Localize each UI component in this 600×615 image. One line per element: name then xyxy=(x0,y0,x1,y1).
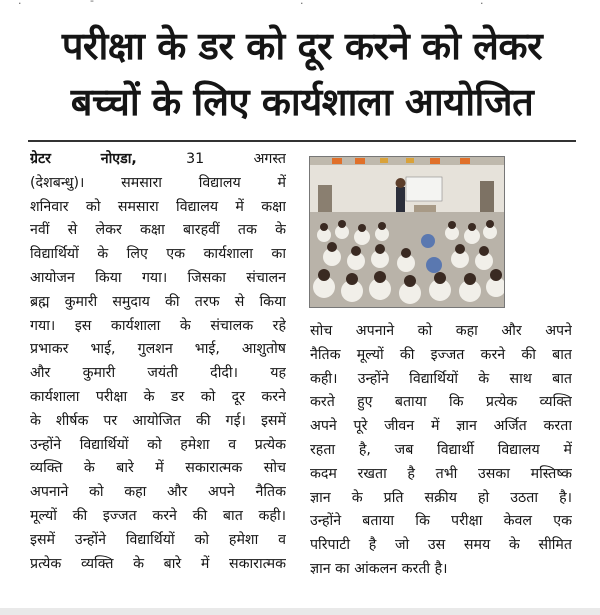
column-1-line: ब्रह्म कुमारी समुदाय की तरफ से किया xyxy=(30,293,286,310)
column-1-line: शनिवार को समसारा विद्यालय में कक्षा xyxy=(30,198,286,215)
headline-line-1: परीक्षा के डर को दूर करने को लेकर xyxy=(61,24,543,68)
column-2-line: ज्ञान के प्रति सक्रीय हो उठता है। xyxy=(310,489,572,506)
column-2-line: परिपाटी है जो उस समय के सीमित xyxy=(310,537,572,554)
column-1-line: उन्होंने विद्यार्थियों को हमेशा व प्रत्येक xyxy=(30,436,286,453)
column-1-line: गया। इस कार्यशाला के संचालक रहे xyxy=(30,317,286,334)
article-column-2 xyxy=(310,320,572,582)
article-column-1 xyxy=(30,148,286,576)
workshop-photo xyxy=(309,156,505,308)
headline-line-2: बच्चों के लिए कार्यशाला आयोजित xyxy=(70,80,534,124)
headline xyxy=(20,18,584,130)
headline-divider xyxy=(28,140,576,142)
column-1-line: (देशबन्धु)। समसारा विद्यालय में xyxy=(30,174,286,191)
column-1-line: प्रत्येक व्यक्ति के बारे में सकारात्मक xyxy=(30,555,286,572)
column-1-line: मूल्यों की इज्जत करने की बात कही। xyxy=(30,507,286,524)
column-2-line: उन्होंने बताया कि परीक्षा केवल एक xyxy=(310,513,572,530)
column-2-line: कदम रखता है तभी उसका मस्तिष्क xyxy=(310,465,572,482)
column-1-line: इसमें उन्होंने विद्यार्थियों को हमेशा व xyxy=(30,531,286,548)
column-2-line: सोच अपनाने को कहा और अपने xyxy=(310,323,572,339)
column-1-line: और कुमारी जयंती दीदी। यह xyxy=(30,365,286,382)
column-2-line: करते हुए बताया कि प्रत्येक व्यक्ति xyxy=(310,394,572,411)
column-1-line: अपनाने को कहा और अपने नैतिक xyxy=(30,484,286,501)
column-2-line: रहता है, जब विद्यार्थी विद्यालय में xyxy=(310,441,572,458)
page-bottom-edge xyxy=(0,608,600,615)
dateline: ग्रेटर नोएडा, xyxy=(30,151,137,167)
column-1-line: व्यक्ति के बारे में सकारात्मक सोच xyxy=(30,460,286,477)
column-1-line: कार्यशाला परीक्षा के डर को दूर करने xyxy=(30,388,286,405)
cropped-top-strip: . - . . xyxy=(18,0,484,7)
column-2-line: नैतिक मूल्यों की इज्जत करने की बात xyxy=(310,346,572,363)
column-1-line: आयोजन किया गया। जिसका संचालन xyxy=(30,269,286,286)
article-date: 31 अगस्त xyxy=(186,151,286,167)
column-2-line: कही। उन्होंने विद्यार्थियों के साथ बात xyxy=(310,370,572,387)
column-1-line: नवीं से लेकर कक्षा बारहवीं तक के xyxy=(30,222,286,239)
column-1-line: के शीर्षक पर आयोजित की गई। इसमें xyxy=(30,412,286,429)
dateline-line xyxy=(30,148,286,172)
column-1-line: विद्यार्थियों के लिए एक कार्यशाला का xyxy=(30,246,286,263)
column-1-line: प्रभाकर भाई, गुलशन भाई, आशुतोष xyxy=(30,341,286,358)
column-2-line: अपने पूरे जीवन में ज्ञान अर्जित करता xyxy=(310,418,572,435)
column-2-line: ज्ञान का आंकलन करती है। xyxy=(310,560,448,577)
